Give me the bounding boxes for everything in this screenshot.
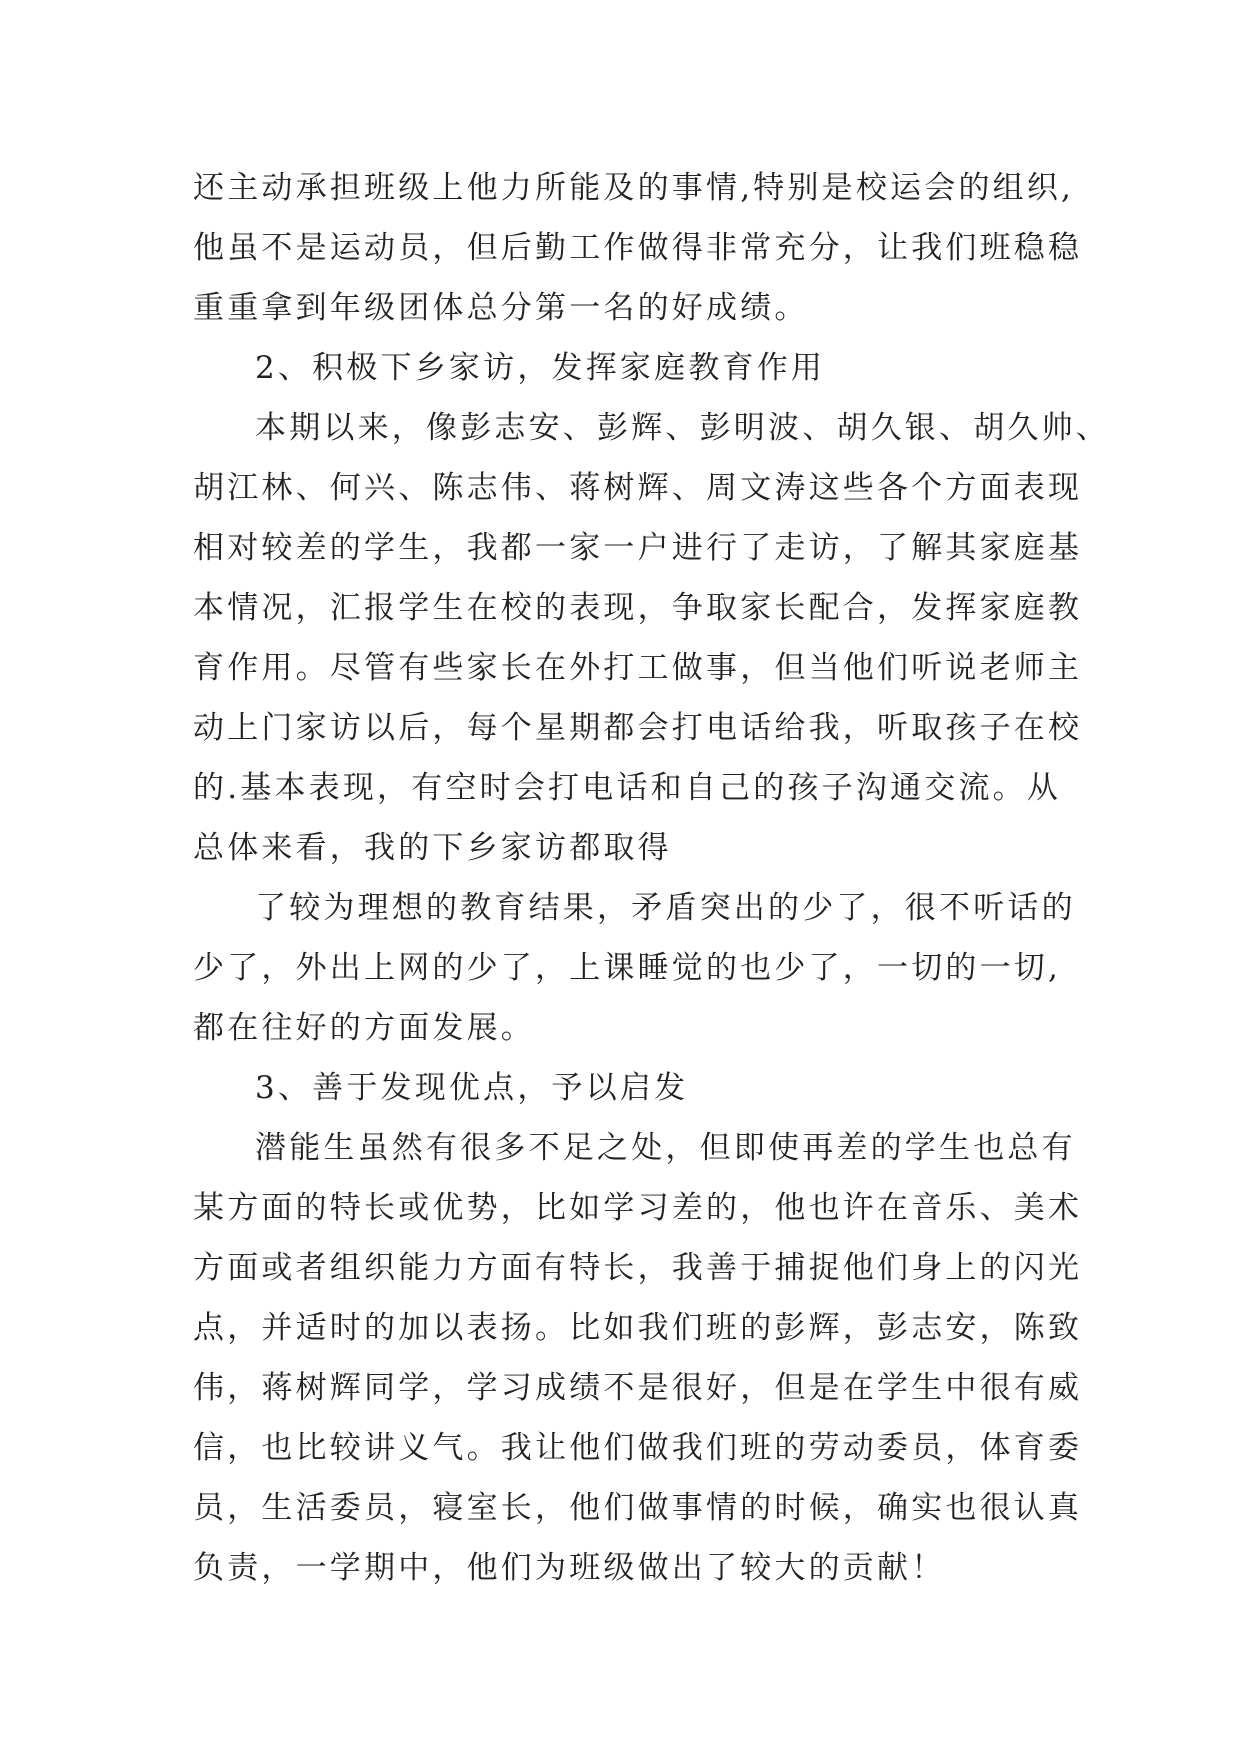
section-heading-3: 3、善于发现优点，予以启发 — [255, 1070, 689, 1106]
text-line: 方面或者组织能力方面有特长，我善于捕捉他们身上的闪光 — [193, 1250, 1083, 1286]
text-line: 伟，蒋树辉同学，学习成绩不是很好，但是在学生中很有威 — [193, 1370, 1083, 1406]
text-line: 少了，外出上网的少了，上课睡觉的也少了，一切的一切, — [193, 950, 1062, 986]
text-line: 动上门家访以后，每个星期都会打电话给我，听取孩子在校 — [193, 710, 1083, 746]
text-line: 都在往好的方面发展。 — [193, 1010, 535, 1046]
paragraph-start: 本期以来，像彭志安、彭辉、彭明波、胡久银、胡久帅、 — [255, 410, 1110, 446]
text-line: 重重拿到年级团体总分第一名的好成绩。 — [193, 290, 809, 326]
text-line: 总体来看，我的下乡家访都取得 — [193, 830, 672, 866]
document-body — [193, 158, 1110, 1598]
text-line: 他虽不是运动员，但后勤工作做得非常充分，让我们班稳稳 — [193, 230, 1083, 266]
text-line: 某方面的特长或优势，比如学习差的，他也许在音乐、美术 — [193, 1190, 1083, 1226]
text-line: 点，并适时的加以表扬。比如我们班的彭辉，彭志安，陈致 — [193, 1310, 1083, 1346]
section-heading-2: 2、积极下乡家访，发挥家庭教育作用 — [255, 350, 826, 386]
text-line: 信，也比较讲义气。我让他们做我们班的劳动委员，体育委 — [193, 1430, 1083, 1466]
text-line: 本情况，汇报学生在校的表现，争取家长配合，发挥家庭教 — [193, 590, 1083, 626]
text-line: 员，生活委员，寝室长，他们做事情的时候，确实也很认真 — [193, 1490, 1083, 1526]
paragraph-start: 了较为理想的教育结果，矛盾突出的少了，很不听话的 — [255, 890, 1076, 926]
text-line: 相对较差的学生，我都一家一户进行了走访，了解其家庭基 — [193, 530, 1083, 566]
paragraph-start: 潜能生虽然有很多不足之处，但即使再差的学生也总有 — [255, 1130, 1076, 1166]
text-line: 胡江林、何兴、陈志伟、蒋树辉、周文涛这些各个方面表现 — [193, 470, 1083, 506]
text-line: 的.基本表现，有空时会打电话和自己的孩子沟通交流。从 — [193, 770, 1062, 806]
text-line: 负责，一学期中，他们为班级做出了较大的贡献！ — [193, 1550, 946, 1586]
text-line: 育作用。尽管有些家长在外打工做事，但当他们听说老师主 — [193, 650, 1083, 686]
text-line: 还主动承担班级上他力所能及的事情,特别是校运会的组织, — [193, 170, 1075, 206]
